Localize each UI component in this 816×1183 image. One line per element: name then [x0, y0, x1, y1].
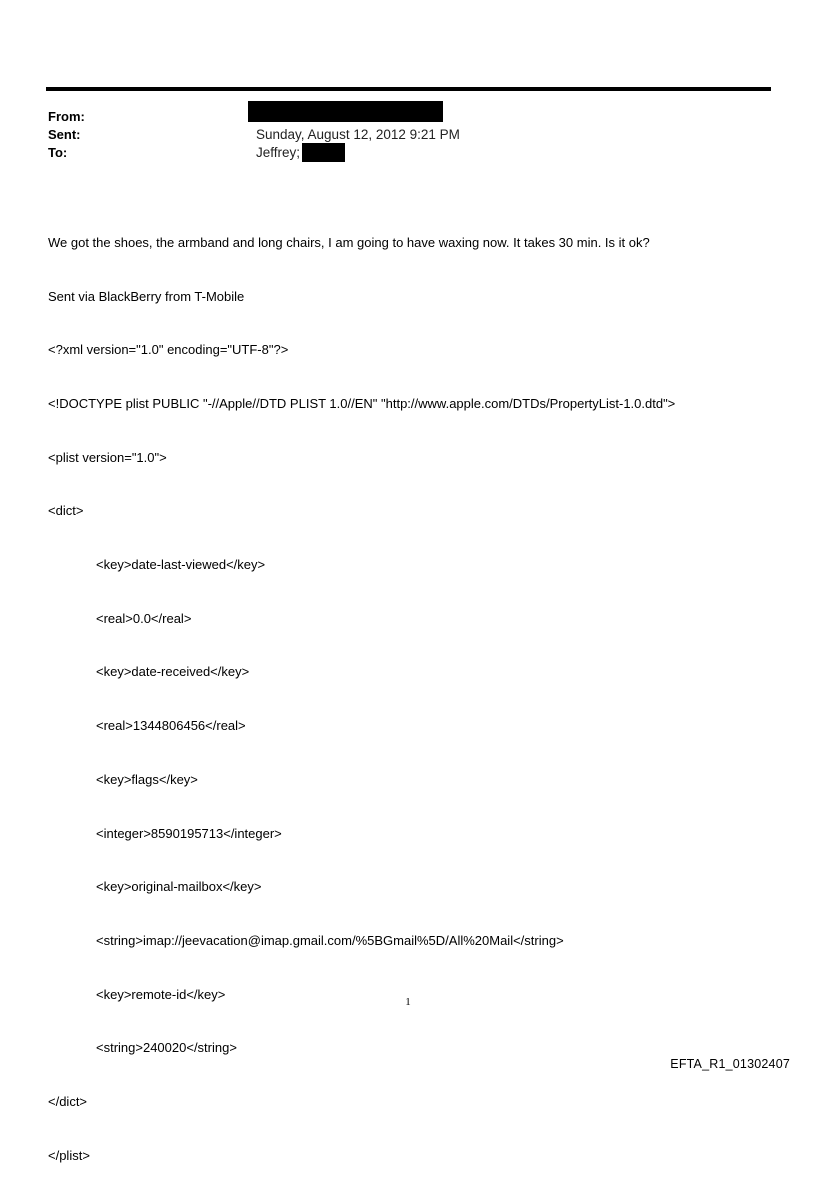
- body-line: </plist>: [48, 1147, 90, 1163]
- page-number: 1: [405, 996, 411, 1008]
- body-line: <integer>8590195713</integer>: [96, 825, 282, 841]
- body-line: <dict>: [48, 503, 84, 519]
- body-line: <!DOCTYPE plist PUBLIC "-//Apple//DTD PLIST 1.0//EN" "http://www.apple.com/DTDs/PropertyList-1.0.dtd">: [48, 395, 676, 411]
- bates-number: EFTA_R1_01302407: [670, 1057, 790, 1071]
- from-label: From:: [48, 109, 85, 124]
- to-redaction: [302, 143, 345, 162]
- body-line: </dict>: [48, 1094, 88, 1110]
- body-line: <plist version="1.0">: [48, 449, 167, 465]
- from-redaction: [248, 101, 443, 122]
- to-label: To:: [48, 145, 68, 160]
- sent-value: Sunday, August 12, 2012 9:21 PM: [256, 127, 460, 142]
- body-line: Sent via BlackBerry from T-Mobile: [48, 288, 245, 304]
- to-value: Jeffrey;: [256, 145, 301, 160]
- message-body: [48, 198, 768, 1183]
- body-line: <key>original-mailbox</key>: [96, 879, 262, 895]
- body-line: <string>240020</string>: [96, 1040, 237, 1056]
- body-line: <real>1344806456</real>: [96, 718, 246, 734]
- body-line: <key>flags</key>: [96, 771, 198, 787]
- body-line: <string>imap://jeevacation@imap.gmail.com/%5BGmail%5D/All%20Mail</string>: [96, 932, 564, 948]
- header-rule: [46, 87, 771, 91]
- body-line: We got the shoes, the armband and long chairs, I am going to have waxing now. It takes 30 min. Is it ok?: [48, 234, 650, 250]
- body-line: <key>date-received</key>: [96, 664, 250, 680]
- body-line: <key>date-last-viewed</key>: [96, 557, 266, 573]
- body-line: <?xml version="1.0" encoding="UTF-8"?>: [48, 342, 289, 358]
- body-line: <real>0.0</real>: [96, 610, 192, 626]
- sent-label: Sent:: [48, 127, 81, 142]
- body-line: <key>remote-id</key>: [96, 986, 226, 1002]
